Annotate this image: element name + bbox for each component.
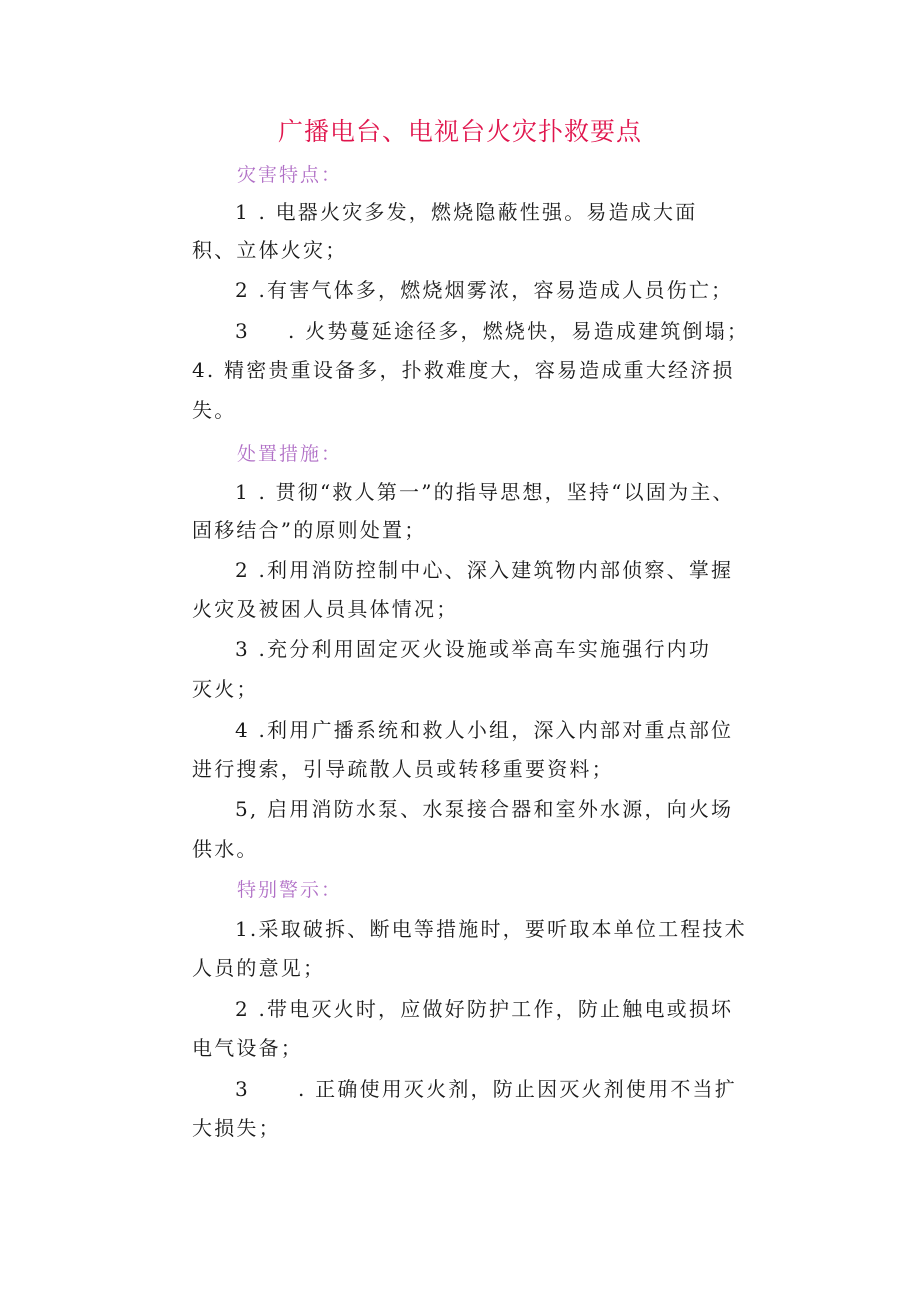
paragraph-line: . 正确使用灭火剂，防止因灭火剂使用不当扩 (298, 1077, 737, 1101)
paragraph-line: 2 .有害气体多，燃烧烟雾浓，容易造成人员伤亡； (235, 278, 734, 302)
paragraph-line: 4 .利用广播系统和救人小组，深入内部对重点部位 (235, 718, 734, 742)
paragraph-line: 电气设备； (192, 1036, 303, 1060)
paragraph-line: 1 . 电器火灾多发，燃烧隐蔽性强。易造成大面 (235, 200, 698, 224)
paragraph-line-number: 3 (235, 1077, 250, 1101)
paragraph-line: 5, 启用消防水泵、水泵接合器和室外水源，向火场 (235, 797, 734, 821)
document-title: 广播电台、电视台火灾扑救要点 (277, 117, 642, 146)
paragraph-line: 进行搜索，引导疏散人员或转移重要资料； (192, 757, 614, 781)
paragraph-line: 供水。 (192, 837, 259, 861)
paragraph-line-number: 3 (235, 319, 250, 343)
paragraph-line: 1 . 贯彻“救人第一”的指导思想，坚持“以固为主、 (235, 480, 735, 504)
section-heading-response-measures: 处置措施： (237, 443, 343, 465)
paragraph-line: 固移结合”的原则处置； (192, 518, 427, 542)
paragraph-line: 积、立体火灾； (192, 238, 348, 262)
paragraph-line: 失。 (192, 398, 237, 422)
section-heading-special-warnings: 特别警示： (237, 879, 343, 901)
paragraph-line: 火灾及被困人员具体情况； (192, 597, 459, 621)
paragraph-line: 2 .利用消防控制中心、深入建筑物内部侦察、掌握 (235, 558, 734, 582)
paragraph-line: 1.采取破拆、断电等措施时，要听取本单位工程技术 (235, 917, 747, 941)
section-heading-hazard-features: 灾害特点： (237, 164, 343, 186)
paragraph-line: . 火势蔓延途径多，燃烧快，易造成建筑倒塌； (288, 319, 750, 343)
paragraph-line: 3 .充分利用固定灭火设施或举高车实施强行内功 (235, 637, 712, 661)
paragraph-line: 大损失； (192, 1116, 281, 1140)
paragraph-line: 人员的意见； (192, 956, 326, 980)
paragraph-line: 灭火； (192, 677, 259, 701)
paragraph-line: 4. 精密贵重设备多，扑救难度大，容易造成重大经济损 (192, 358, 735, 382)
paragraph-line: 2 .带电灭火时，应做好防护工作，防止触电或损坏 (235, 997, 734, 1021)
